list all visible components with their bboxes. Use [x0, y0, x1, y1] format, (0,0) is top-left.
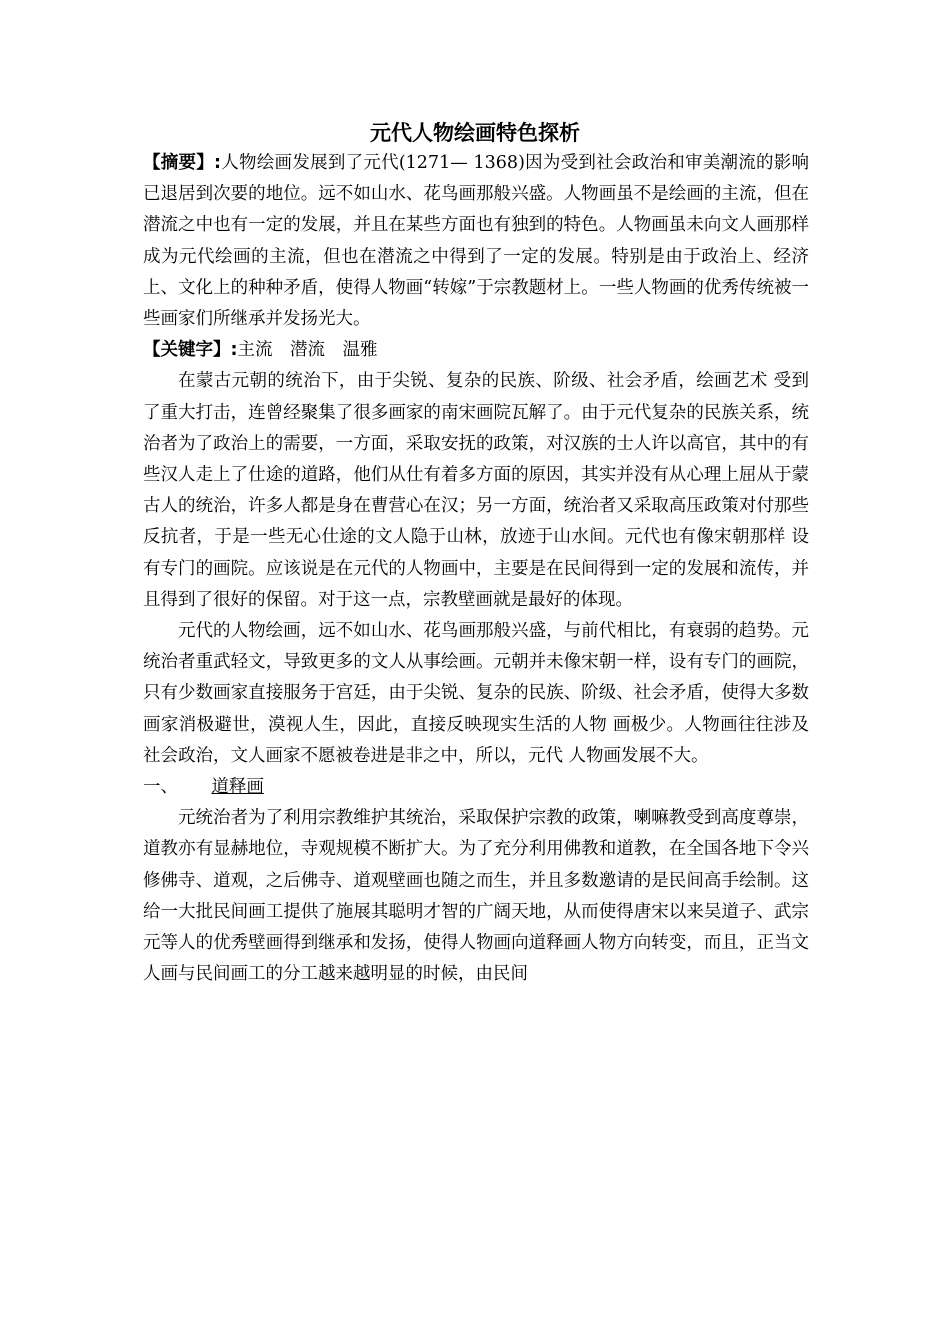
document-title: 元代人物绘画特色探析 [370, 121, 580, 145]
body-paragraph: 在蒙古元朝的统治下，由于尖锐、复杂的民族、阶级、社会矛盾，绘画艺术 受到了重大打击，连曾经聚集了很多画家的南宋画院瓦解了。由于元代复杂的民族关系，统治者为了政治上的需要，一方面，采取安抚的政策，对汉族的士人许以高官，其中的有些汉人走上了仕途的道路，他们从仕有着多方面的原因，其实并没有从心理上屈从于蒙古人的统治，许多人都是身在曹营心在汉；另一方面，统治者又采取高压政策对付那些反抗者，于是一些无心仕途的文人隐于山林，放迹于山水间。元代也有像宋朝那样 设有专门的画院。应该说是在元代的人物画中，主要是在民间得到一定的发展和流传，并且得到了很好的保留。对于这一点，宗教壁画就是最好的体现。 [143, 371, 809, 610]
keywords-line [143, 335, 809, 366]
keywords-label: 【关键字】: [143, 340, 238, 361]
section-heading [143, 772, 809, 803]
section-title: 道释画 [211, 777, 264, 798]
section-paragraph: 元统治者为了利用宗教维护其统治，采取保护宗教的政策，喇嘛教受到高度尊崇，道教亦有显赫地位，寺观规模不断扩大。为了充分利用佛教和道教，在全国各地下令兴修佛寺、道观，之后佛寺、道观壁画也随之而生，并且多数邀请的是民间高手绘制。这给一大批民间画工提供了施展其聪明才智的广阔天地，从而使得唐宋以来吴道子、武宗元等人的优秀壁画得到继承和发扬，使得人物画向道释画人物方向转变，而且，正当文人画与民间画工的分工越来越明显的时候，由民间 [143, 808, 809, 985]
document-body [143, 148, 809, 990]
keywords-text: 主流 潜流 温雅 [237, 340, 378, 361]
section-number: 一、 [143, 777, 178, 798]
abstract-label: 【摘要】: [143, 153, 222, 173]
body-paragraph: 元代的人物绘画，远不如山水、花鸟画那般兴盛，与前代相比，有衰弱的趋势。元统治者重武轻文，导致更多的文人从事绘画。元朝并未像宋朝一样，设有专门的画院，只有少数画家直接服务于宫廷，由于尖锐、复杂的民族、阶级、社会矛盾，使得大多数画家消极避世，漠视人生，因此，直接反映现实生活的人物 画极少。人物画往往涉及社会政治，文人画家不愿被卷进是非之中，所以，元代 人物画发展不大。 [143, 621, 809, 766]
abstract-paragraph [143, 148, 809, 335]
abstract-text: 人物绘画发展到了元代(1271— 1368)因为受到社会政治和审美潮流的影响已退居到次要的地位。远不如山水、花鸟画那般兴盛。人物画虽不是绘画的主流，但在潜流之中也有一定的发展，并且在某些方面也有独到的特色。人物画虽未向文人画那样成为元代绘画的主流，但也在潜流之中得到了一定的发展。特别是由于政治上、经济上、文化上的种种矛盾，使得人物画“转嫁”于宗教题材上。一些人物画的优秀传统被一些画家们所继承并发扬光大。 [143, 153, 809, 330]
